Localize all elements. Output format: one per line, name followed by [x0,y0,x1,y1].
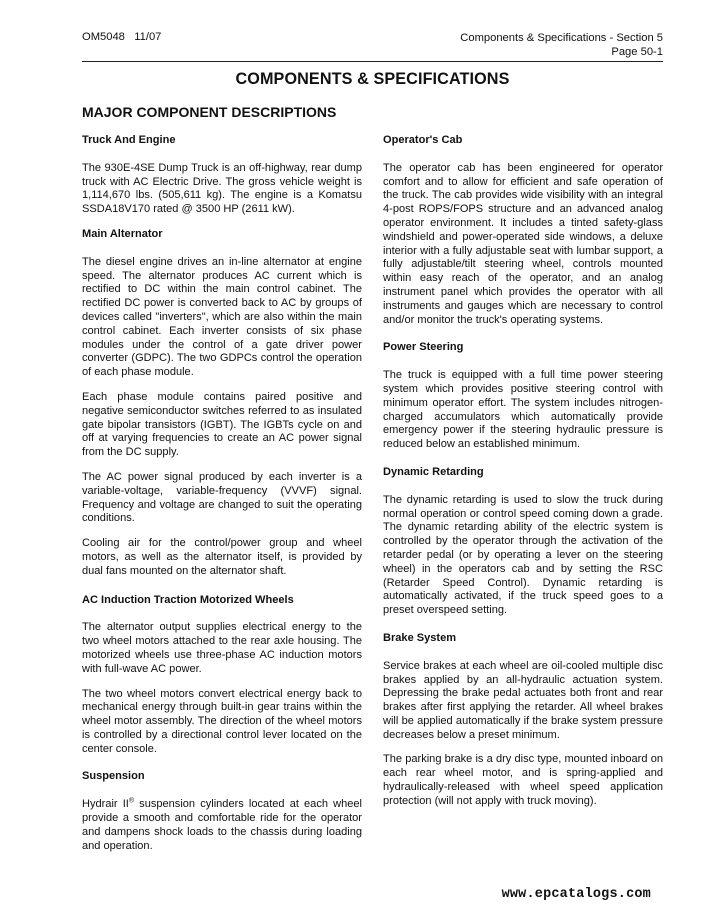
section-title: MAJOR COMPONENT DESCRIPTIONS [82,104,337,120]
heading-suspension: Suspension [82,770,145,783]
paragraph-retarding: The dynamic retarding is used to slow the truck during normal operation or control speed coming down a grade. The dynamic retarding ability of the electric system is controlled by the operator through the activation of the retarder pedal (or by operating a lever on the steering wheel) in the operators cab and by setting the RSC (Retarder Speed Control). Dynamic retarding is automatically activated, if the truck speed goes to a preset overspeed setting. [383,493,663,617]
paragraph-brake-2: The parking brake is a dry disc type, mounted inboard on each rear wheel motor, and is spring-applied and hydraulically-released with wheel speed application protection (will not apply with truck moving). [383,753,663,807]
heading-operators-cab: Operator's Cab [383,134,463,146]
heading-dynamic-retarding: Dynamic Retarding [383,465,484,478]
left-column [82,134,362,864]
right-column [383,134,663,820]
suspension-text: suspension cylinders located at each wheel provide a smooth and comfortable ride for the operator and dampens shock loads to the chassis during loading and operation. [82,798,362,852]
page-title: COMPONENTS & SPECIFICATIONS [235,70,510,88]
paragraph-alternator-2: Each phase module contains paired positive and negative semiconductor switches referred to as insulated gate bipolar transistors (IGBT). The IGBTs cycle on and off at varying frequencies to create an AC power signal from the DC supply. [82,390,362,459]
footer-watermark-url: www.epcatalogs.com [501,887,651,902]
paragraph-wheels-1: The alternator output supplies electrical energy to the two wheel motors attached to the rear axle housing. The motorized wheels use three-phase AC induction motors with full-wave AC power. [82,621,362,675]
paragraph-alternator-3: The AC power signal produced by each inverter is a variable-voltage, variable-frequency (VVVF) signal. Frequency and voltage are changed to suit the operating conditions. [82,470,362,525]
paragraph-suspension [82,798,362,853]
header-rule [82,61,663,62]
paragraph-alternator-1: The diesel engine drives an in-line alternator at engine speed. The alternator produces AC current which is rectified to DC within the main control cabinet. The rectified DC power is converted back to AC by groups of devices called "inverters", which are also within the main control cabinet. Each inverter consists of six phase modules under the control of a gate driver power converter (GDPC). The two GDPCs control the operation of each phase module. [82,255,362,379]
paragraph-brake-1: Service brakes at each wheel are oil-cooled multiple disc brakes applied by an all-hydraulic actuation system. Depressing the brake pedal actuates both front and rear brakes after first applying the retarder. All wheel brakes will be applied automatically if the brake system pressure decreases below a preset minimum. [383,659,663,741]
heading-power-steering: Power Steering [383,341,464,354]
paragraph-cab: The operator cab has been engineered for operator comfort and to allow for efficient and safe operation of the truck. The cab provides wide visibility with an integral 4-post ROPS/FOPS structure and an advanced analog operator environment. It includes a tinted safety-glass windshield and power-operated side windows, a deluxe interior with a fully adjustable seat with lumbar support, a fully adjustable/tilt steering wheel, controls mounted within easy reach of the operator, and an analog instrument panel which provides the operator with all instruments and gauges which are necessary to control and/or monitor the truck's operating systems. [383,161,663,326]
header-section-info [460,31,663,59]
header-section-title: Components & Specifications - Section 5 [460,32,663,44]
registered-mark: ® [128,797,135,805]
suspension-brand: Hydrair II [82,798,129,811]
heading-brake-system: Brake System [383,631,457,644]
header-page-number: Page 50-1 [611,46,663,58]
heading-traction-wheels: AC Induction Traction Motorized Wheels [82,593,294,606]
paragraph-alternator-4: Cooling air for the control/power group and wheel motors, as well as the alternator itself, is provided by dual fans mounted on the alternator shaft. [82,537,362,577]
heading-main-alternator: Main Alternator [82,227,163,240]
heading-truck-engine: Truck And Engine [82,134,176,146]
header-doc-id: OM5048 11/07 [82,31,162,43]
paragraph-wheels-2: The two wheel motors convert electrical energy back to mechanical energy through built-in gear trains within the wheel motor assembly. The direction of the wheel motors is controlled by a directional control lever located on the center console. [82,687,362,755]
paragraph-steering: The truck is equipped with a full time power steering system which provides positive steering control with minimum operator effort. The system includes nitrogen-charged accumulators which automatically provide emergency power if the steering hydraulic pressure is reduced below an established minimum. [383,369,663,451]
paragraph-truck-engine: The 930E-4SE Dump Truck is an off-highway, rear dump truck with AC Electric Drive. The gross vehicle weight is 1,114,670 lbs. (505,611 kg). The engine is a Komatsu SSDA18V170 rated @ 3500 HP (2611 kW). [82,161,362,216]
